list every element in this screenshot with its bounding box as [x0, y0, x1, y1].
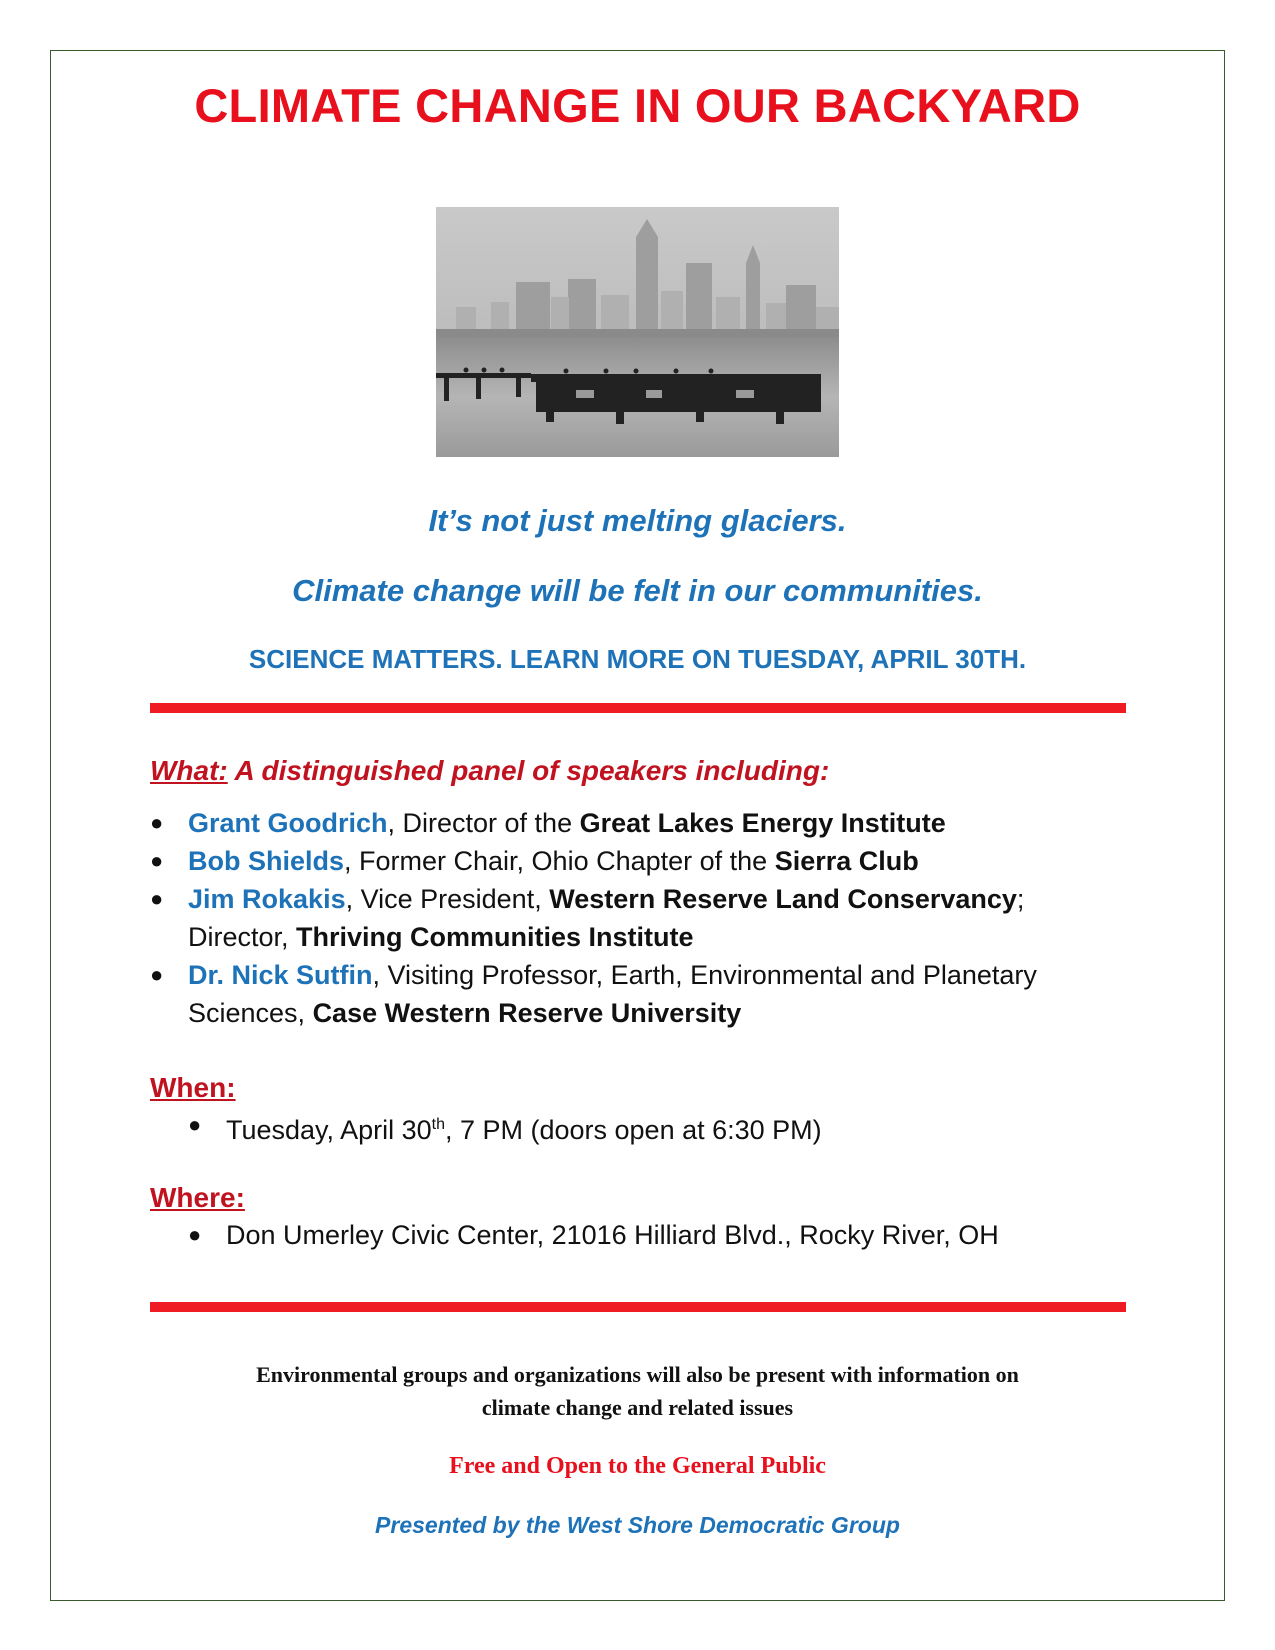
free-public-note: Free and Open to the General Public	[449, 1453, 826, 1479]
speaker-name: Dr. Nick Sutfin	[188, 960, 373, 990]
speaker-item	[150, 804, 1130, 842]
science-matters-line: SCIENCE MATTERS. LEARN MORE ON TUESDAY, APRIL 30TH.	[248, 644, 1027, 674]
event-time: , 7 PM (doors open at 6:30 PM)	[444, 1115, 822, 1145]
speaker-org-separator: ;	[1016, 884, 1025, 914]
bullet-icon: ●	[150, 962, 164, 987]
speaker-role: , Former Chair, Ohio Chapter of the	[344, 846, 775, 876]
speaker-org: Sierra Club	[774, 846, 919, 876]
speaker-item	[150, 956, 1130, 1032]
when-heading: When:	[150, 1072, 236, 1103]
date-suffix: th	[431, 1116, 445, 1133]
speaker-role-secondary: Director,	[188, 922, 297, 952]
bullet-icon: ●	[150, 810, 164, 835]
what-description: A distinguished panel of speakers including:	[227, 755, 830, 786]
where-heading: Where:	[150, 1182, 245, 1213]
speaker-role: , Director of the	[387, 808, 580, 838]
top-divider	[150, 703, 1126, 713]
where-item	[188, 1216, 1188, 1254]
bullet-icon: ●	[150, 886, 164, 911]
speaker-org: Great Lakes Energy Institute	[579, 808, 946, 838]
speaker-org: Case Western Reserve University	[312, 998, 742, 1028]
when-item	[188, 1106, 1188, 1149]
speaker-item	[150, 880, 1130, 956]
event-date: Tuesday, April 30	[226, 1115, 432, 1145]
flyer-title: CLIMATE CHANGE IN OUR BACKYARD	[194, 79, 1081, 132]
speaker-org-secondary: Thriving Communities Institute	[296, 922, 694, 952]
bullet-icon: ●	[188, 1222, 202, 1247]
speaker-name: Grant Goodrich	[188, 808, 388, 838]
presented-by: Presented by the West Shore Democratic Group	[375, 1512, 900, 1538]
what-label: What:	[150, 755, 228, 786]
bullet-icon: ●	[150, 848, 164, 873]
what-heading	[150, 755, 829, 787]
speaker-list	[150, 804, 1130, 1032]
speaker-name: Jim Rokakis	[188, 884, 346, 914]
when-list	[188, 1106, 1188, 1149]
speaker-role: , Visiting Professor, Earth, Environmental and Planetary Sciences,	[188, 960, 1037, 1028]
tagline-glaciers: It’s not just melting glaciers.	[428, 503, 847, 538]
event-address: Don Umerley Civic Center, 21016 Hilliard Blvd., Rocky River, OH	[226, 1220, 999, 1250]
bottom-divider	[150, 1302, 1126, 1312]
environment-note: Environmental groups and organizations will also be present with information on climate change and related issues	[256, 1362, 1019, 1420]
where-list	[188, 1216, 1188, 1254]
speaker-org: Western Reserve Land Conservancy	[549, 884, 1017, 914]
bullet-icon: ●	[188, 1112, 202, 1137]
tagline-communities: Climate change will be felt in our communities.	[292, 573, 983, 608]
speaker-item	[150, 842, 1130, 880]
skyline-photo	[436, 207, 839, 457]
speaker-role: , Vice President,	[345, 884, 550, 914]
speaker-name: Bob Shields	[188, 846, 345, 876]
